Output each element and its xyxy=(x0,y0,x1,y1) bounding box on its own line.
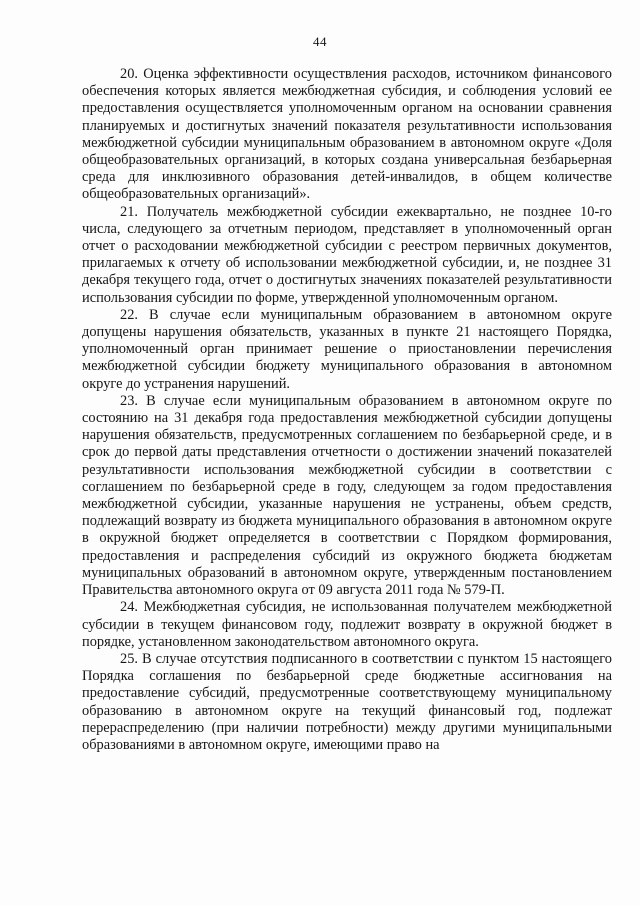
paragraph-20: 20. Оценка эффективности осуществления расходов, источником финансового обеспечения которых является межбюджетная субсидия, и соблюдения условий ее предоставления осуществляется уполномоченным органом на основании сравнения планируемых и достигнутых значений показателя результативности использования межбюджетной субсидии муниципальным образованием в автономном округе «Доля общеобразовательных организаций, в которых создана универсальная безбарьерная среда для инклюзивного образования детей-инвалидов, в общем количестве общеобразовательных организаций». xyxy=(82,66,612,203)
paragraph-24: 24. Межбюджетная субсидия, не использованная получателем межбюджетной субсидии в текущем финансовом году, подлежит возврату в окружной бюджет в порядке, установленном законодательством автономного округа. xyxy=(82,599,612,650)
paragraph-25: 25. В случае отсутствия подписанного в соответствии с пунктом 15 настоящего Порядка соглашения по безбарьерной среде бюджетные ассигнования на предоставление субсидий, предусмотренные соответствующему муниципальному образованию в автономном округе на текущий финансовый год, подлежат перераспределению (при наличии потребности) между другими муниципальными образованиями в автономном округе, имеющими право на xyxy=(82,650,612,753)
paragraph-21: 21. Получатель межбюджетной субсидии ежеквартально, не позднее 10-го числа, следующего за отчетным периодом, представляет в уполномоченный орган отчет о расходовании межбюджетной субсидии с реестром первичных документов, прилагаемых к отчету об использовании межбюджетной субсидии, и, не позднее 31 декабря текущего года, отчет о достигнутых значениях показателей результативности использования субсидии по форме, утвержденной уполномоченным органом. xyxy=(82,203,612,306)
page-number: 44 xyxy=(313,34,327,49)
document-body xyxy=(82,66,612,754)
paragraph-22: 22. В случае если муниципальным образованием в автономном округе допущены нарушения обязательств, указанных в пункте 21 настоящего Порядка, уполномоченный орган принимает решение о приостановлении перечисления межбюджетной субсидии бюджету муниципального образования в автономном округе до устранения нарушений. xyxy=(82,306,612,392)
paragraph-23: 23. В случае если муниципальным образованием в автономном округе по состоянию на 31 декабря года предоставления межбюджетной субсидии допущены нарушения обязательств, предусмотренных соглашением по безбарьерной среде, и в срок до первой даты представления отчетности о достижении значений показателей результативности использования межбюджетной субсидии в соответствии с соглашением по безбарьерной среде в году, следующем за годом предоставления межбюджетной субсидии, указанные нарушения не устранены, объем средств, подлежащий возврату из бюджета муниципального образования в автономном округе в окружной бюджет определяется в соответствии с Порядком формирования, предоставления и распределения субсидий из окружного бюджета бюджетам муниципальных образований в автономном округе, утвержденным постановлением Правительства автономного округа от 09 августа 2011 года № 579-П. xyxy=(82,392,612,599)
